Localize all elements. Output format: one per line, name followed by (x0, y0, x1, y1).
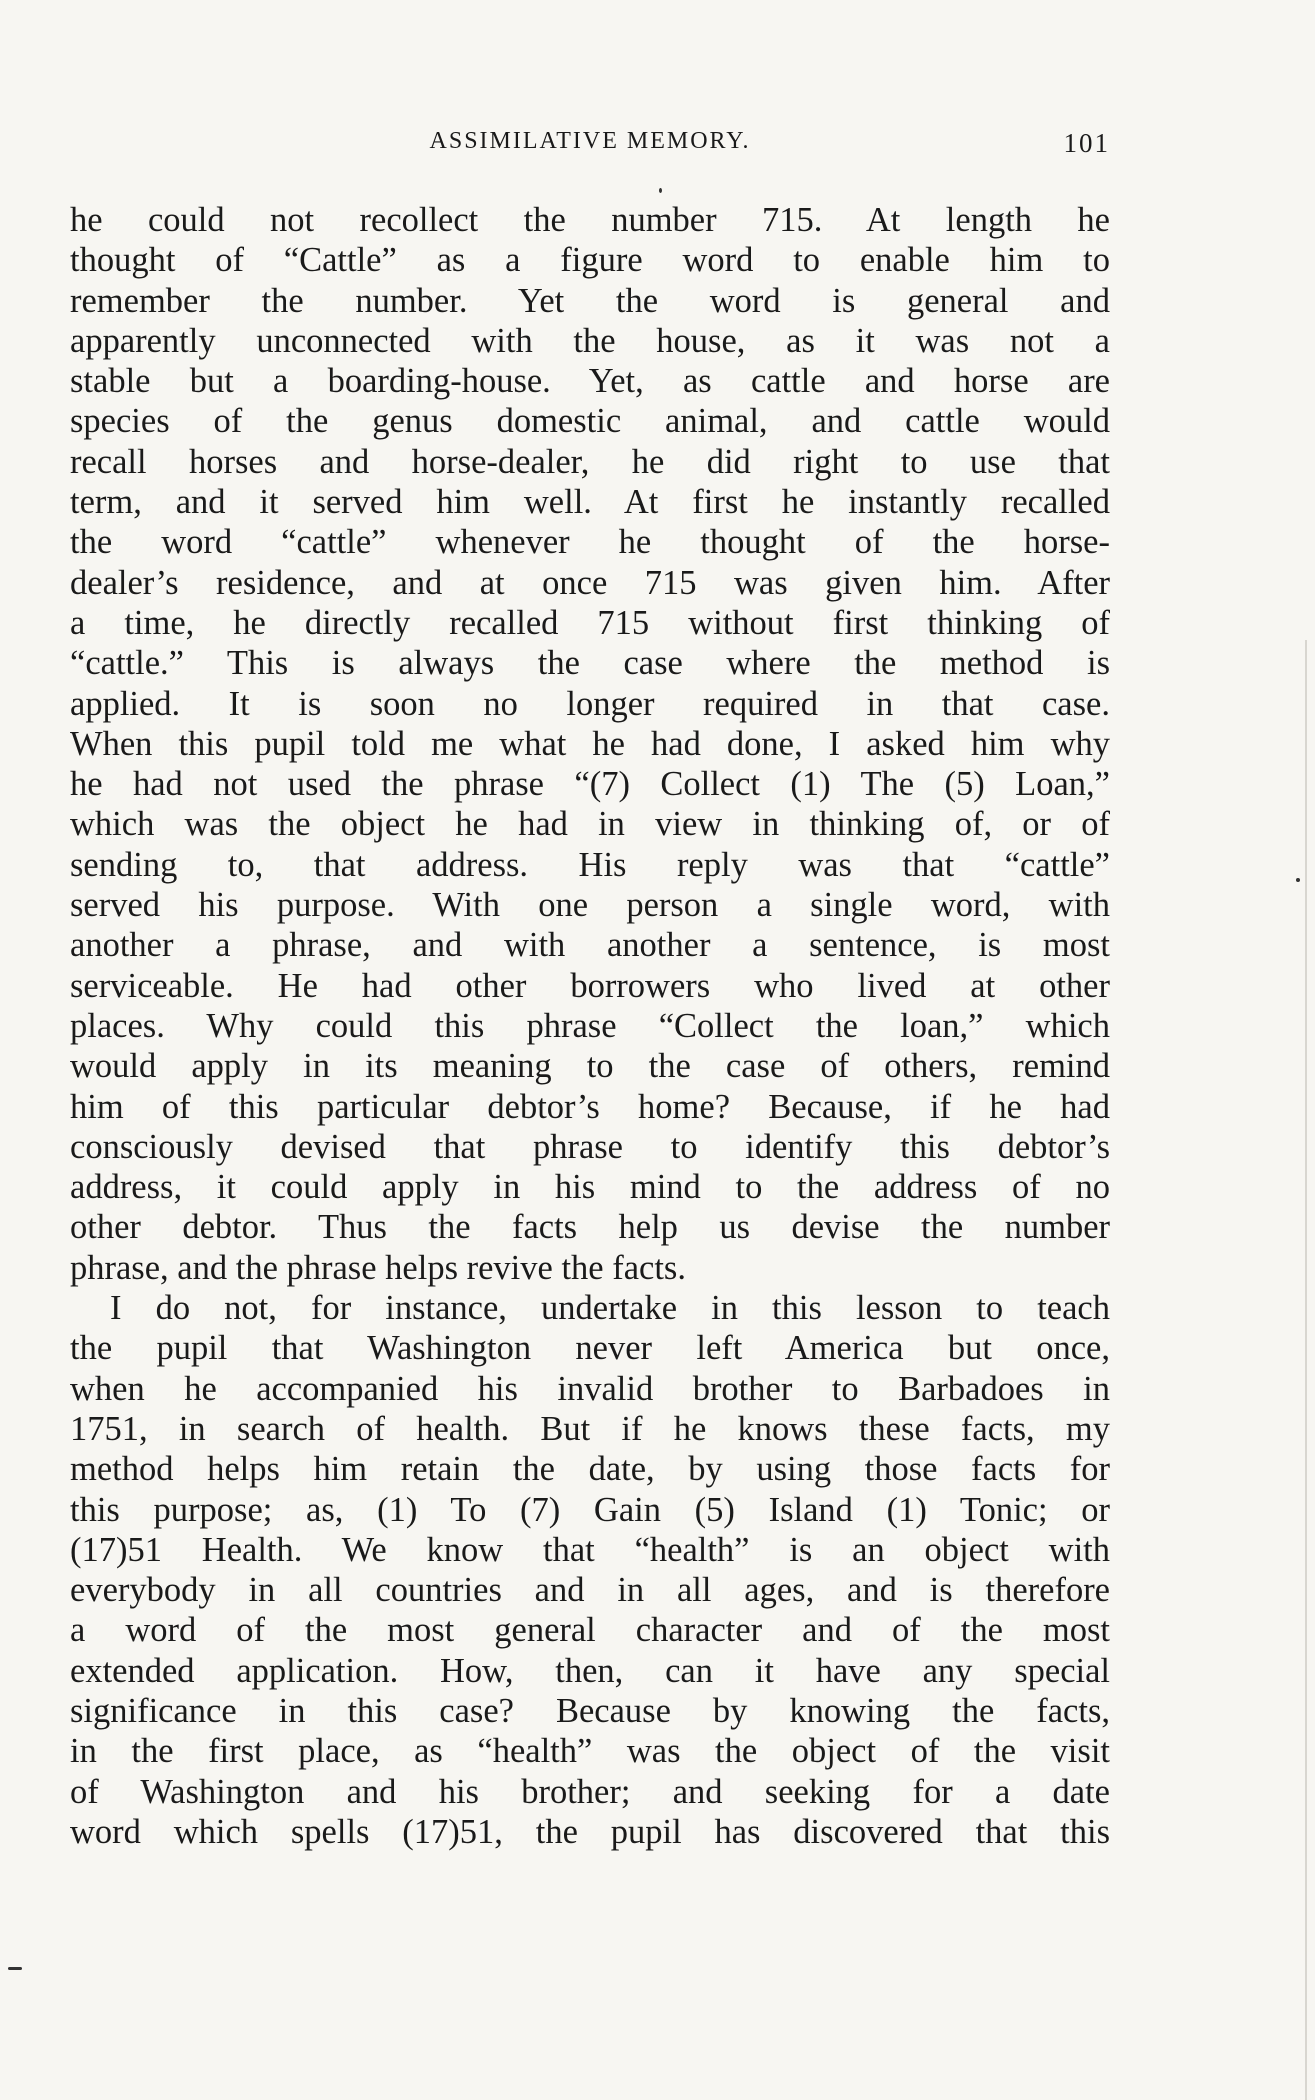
text-line: served his purpose. With one person a single word, with (70, 886, 1110, 925)
text-line: word which spells (17)51, the pupil has discovered that this (70, 1812, 1110, 1851)
text-line: when he accompanied his invalid brother to Barbadoes in (70, 1369, 1110, 1408)
text-line: stable but a boarding-house. Yet, as cattle and horse are (70, 362, 1110, 401)
text-line: method helps him retain the date, by using those facts for (70, 1450, 1110, 1489)
text-line: address, it could apply in his mind to the address of no (70, 1168, 1110, 1207)
text-line: remember the number. Yet the word is general and (70, 281, 1110, 320)
text-line: he could not recollect the number 715. At length he (70, 201, 1110, 239)
text-line: the word “cattle” whenever he thought of the horse- (70, 523, 1110, 562)
text-line: 1751, in search of health. But if he knows these facts, my (70, 1409, 1110, 1448)
text-line: a word of the most general character and of the most (70, 1611, 1110, 1650)
text-line: other debtor. Thus the facts help us devise the number (70, 1208, 1110, 1247)
text-line: he had not used the phrase “(7) Collect (1) The (5) Loan,” (70, 765, 1110, 804)
text-line: the pupil that Washington never left America but once, (70, 1329, 1110, 1368)
text-line: would apply in its meaning to the case of others, remind (70, 1047, 1110, 1086)
text-line: apparently unconnected with the house, as it was not a (70, 321, 1110, 360)
text-line: another a phrase, and with another a sentence, is most (70, 926, 1110, 965)
text-line: phrase, and the phrase helps revive the facts. (70, 1248, 686, 1287)
text-line: places. Why could this phrase “Collect the loan,” which (70, 1006, 1110, 1045)
page-edge-shadow (1305, 640, 1307, 2100)
text-line: When this pupil told me what he had done, I asked him why (70, 724, 1110, 763)
text-line: which was the object he had in view in thinking of, or of (70, 805, 1110, 844)
text-line: extended application. How, then, can it have any special (70, 1651, 1110, 1690)
text-line: this purpose; as, (1) To (7) Gain (5) Island (1) Tonic; or (70, 1490, 1110, 1529)
text-line: I do not, for instance, undertake in this lesson to teach (110, 1289, 1110, 1328)
page-header (70, 128, 1110, 168)
text-line: sending to, that address. His reply was that “cattle” (70, 845, 1110, 884)
text-line: a time, he directly recalled 715 without first thinking of (70, 603, 1110, 642)
text-line: serviceable. He had other borrowers who lived at other (70, 966, 1110, 1005)
running-title: ASSIMILATIVE MEMORY. (429, 128, 751, 154)
text-line: species of the genus domestic animal, and cattle would (70, 402, 1110, 441)
text-line: (17)51 Health. We know that “health” is an object with (70, 1530, 1110, 1569)
text-line: him of this particular debtor’s home? Because, if he had (70, 1087, 1110, 1126)
text-line: consciously devised that phrase to identify this debtor’s (70, 1127, 1110, 1166)
text-line: in the first place, as “health” was the object of the visit (70, 1732, 1110, 1771)
text-line: recall horses and horse-dealer, he did right to use that (70, 442, 1110, 481)
text-line: “cattle.” This is always the case where the method is (70, 644, 1110, 683)
body-text (70, 200, 1110, 1852)
page-number: 101 (1063, 128, 1110, 158)
text-line: thought of “Cattle” as a figure word to enable him to (70, 241, 1110, 280)
text-line: of Washington and his brother; and seeking for a date (70, 1772, 1110, 1811)
text-line: everybody in all countries and in all ages, and is therefore (70, 1571, 1110, 1610)
text-line: significance in this case? Because by knowing the facts, (70, 1691, 1110, 1730)
text-line: applied. It is soon no longer required in that case. (70, 684, 1110, 723)
print-speck (8, 1967, 22, 1970)
print-speck (659, 188, 662, 193)
text-line: dealer’s residence, and at once 715 was given him. After (70, 563, 1110, 602)
text-line: term, and it served him well. At first he instantly recalled (70, 483, 1110, 522)
print-speck (1296, 878, 1300, 882)
